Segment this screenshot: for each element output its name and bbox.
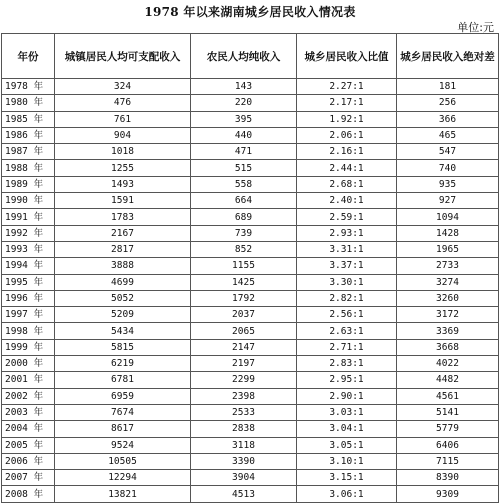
- cell-year: 1997 年: [2, 307, 55, 323]
- cell-income-ratio: 2.93:1: [297, 225, 397, 241]
- cell-urban-income: 2817: [55, 241, 191, 257]
- cell-income-gap: 3260: [397, 290, 499, 306]
- cell-income-gap: 4561: [397, 388, 499, 404]
- cell-urban-income: 2167: [55, 225, 191, 241]
- cell-income-ratio: 2.44:1: [297, 160, 397, 176]
- cell-urban-income: 1591: [55, 193, 191, 209]
- cell-income-ratio: 3.04:1: [297, 421, 397, 437]
- table-row: [2, 144, 499, 160]
- cell-year: 2004 年: [2, 421, 55, 437]
- cell-rural-income: 4513: [191, 486, 297, 502]
- table-row: [2, 372, 499, 388]
- cell-year: 2005 年: [2, 437, 55, 453]
- cell-urban-income: 761: [55, 111, 191, 127]
- table-row: [2, 356, 499, 372]
- cell-income-gap: 935: [397, 176, 499, 192]
- cell-urban-income: 5815: [55, 339, 191, 355]
- cell-year: 1986 年: [2, 127, 55, 143]
- cell-rural-income: 143: [191, 79, 297, 95]
- cell-year: 2007 年: [2, 470, 55, 486]
- cell-income-gap: 740: [397, 160, 499, 176]
- table-row: [2, 95, 499, 111]
- cell-rural-income: 2299: [191, 372, 297, 388]
- cell-rural-income: 2398: [191, 388, 297, 404]
- cell-income-gap: 3172: [397, 307, 499, 323]
- cell-rural-income: 515: [191, 160, 297, 176]
- cell-rural-income: 395: [191, 111, 297, 127]
- cell-income-gap: 5141: [397, 404, 499, 420]
- income-table: [1, 33, 499, 503]
- cell-income-ratio: 2.56:1: [297, 307, 397, 323]
- table-row: [2, 307, 499, 323]
- cell-rural-income: 3904: [191, 470, 297, 486]
- table-row: [2, 160, 499, 176]
- cell-rural-income: 1155: [191, 258, 297, 274]
- cell-income-ratio: 3.10:1: [297, 453, 397, 469]
- cell-year: 2000 年: [2, 356, 55, 372]
- cell-rural-income: 3390: [191, 453, 297, 469]
- header-income-ratio: 城乡居民收入比值: [297, 34, 397, 79]
- cell-income-gap: 1428: [397, 225, 499, 241]
- cell-year: 1991 年: [2, 209, 55, 225]
- cell-year: 1987 年: [2, 144, 55, 160]
- table-body: [2, 79, 499, 503]
- cell-income-ratio: 1.92:1: [297, 111, 397, 127]
- header-urban-income: 城镇居民人均可支配收入: [55, 34, 191, 79]
- table-row: [2, 388, 499, 404]
- cell-income-gap: 4482: [397, 372, 499, 388]
- table-row: [2, 225, 499, 241]
- cell-income-ratio: 3.06:1: [297, 486, 397, 502]
- cell-year: 2008 年: [2, 486, 55, 502]
- cell-rural-income: 2147: [191, 339, 297, 355]
- table-row: [2, 339, 499, 355]
- cell-income-ratio: 2.83:1: [297, 356, 397, 372]
- table-row: [2, 290, 499, 306]
- table-row: [2, 437, 499, 453]
- cell-urban-income: 4699: [55, 274, 191, 290]
- cell-urban-income: 476: [55, 95, 191, 111]
- cell-income-gap: 1094: [397, 209, 499, 225]
- cell-urban-income: 1018: [55, 144, 191, 160]
- cell-income-ratio: 2.27:1: [297, 79, 397, 95]
- cell-urban-income: 1493: [55, 176, 191, 192]
- table-row: [2, 79, 499, 95]
- cell-urban-income: 13821: [55, 486, 191, 502]
- cell-income-gap: 8390: [397, 470, 499, 486]
- cell-rural-income: 3118: [191, 437, 297, 453]
- cell-rural-income: 2838: [191, 421, 297, 437]
- cell-year: 1992 年: [2, 225, 55, 241]
- cell-year: 2001 年: [2, 372, 55, 388]
- cell-urban-income: 6781: [55, 372, 191, 388]
- cell-rural-income: 471: [191, 144, 297, 160]
- cell-urban-income: 10505: [55, 453, 191, 469]
- cell-urban-income: 904: [55, 127, 191, 143]
- cell-year: 1996 年: [2, 290, 55, 306]
- table-row: [2, 111, 499, 127]
- cell-year: 1995 年: [2, 274, 55, 290]
- cell-income-gap: 4022: [397, 356, 499, 372]
- cell-income-ratio: 3.03:1: [297, 404, 397, 420]
- cell-income-gap: 3274: [397, 274, 499, 290]
- cell-income-ratio: 2.17:1: [297, 95, 397, 111]
- cell-year: 2006 年: [2, 453, 55, 469]
- header-row: [2, 34, 499, 79]
- cell-income-ratio: 2.16:1: [297, 144, 397, 160]
- cell-income-ratio: 3.31:1: [297, 241, 397, 257]
- cell-rural-income: 220: [191, 95, 297, 111]
- cell-year: 1989 年: [2, 176, 55, 192]
- cell-urban-income: 8617: [55, 421, 191, 437]
- cell-income-gap: 7115: [397, 453, 499, 469]
- cell-income-ratio: 2.68:1: [297, 176, 397, 192]
- cell-urban-income: 1783: [55, 209, 191, 225]
- table-row: [2, 470, 499, 486]
- cell-income-ratio: 2.95:1: [297, 372, 397, 388]
- cell-income-ratio: 2.40:1: [297, 193, 397, 209]
- cell-rural-income: 2533: [191, 404, 297, 420]
- cell-year: 1999 年: [2, 339, 55, 355]
- cell-income-ratio: 2.71:1: [297, 339, 397, 355]
- cell-urban-income: 9524: [55, 437, 191, 453]
- cell-income-gap: 1965: [397, 241, 499, 257]
- table-row: [2, 421, 499, 437]
- cell-income-ratio: 2.82:1: [297, 290, 397, 306]
- cell-income-ratio: 3.30:1: [297, 274, 397, 290]
- cell-year: 1994 年: [2, 258, 55, 274]
- cell-urban-income: 5434: [55, 323, 191, 339]
- cell-income-ratio: 3.37:1: [297, 258, 397, 274]
- cell-rural-income: 2037: [191, 307, 297, 323]
- cell-urban-income: 5052: [55, 290, 191, 306]
- cell-year: 1988 年: [2, 160, 55, 176]
- cell-year: 1990 年: [2, 193, 55, 209]
- table-row: [2, 127, 499, 143]
- table-row: [2, 176, 499, 192]
- cell-income-gap: 465: [397, 127, 499, 143]
- cell-urban-income: 7674: [55, 404, 191, 420]
- cell-income-ratio: 3.05:1: [297, 437, 397, 453]
- cell-income-gap: 547: [397, 144, 499, 160]
- table-row: [2, 209, 499, 225]
- cell-income-gap: 366: [397, 111, 499, 127]
- cell-urban-income: 12294: [55, 470, 191, 486]
- cell-urban-income: 1255: [55, 160, 191, 176]
- cell-income-ratio: 2.63:1: [297, 323, 397, 339]
- cell-income-gap: 927: [397, 193, 499, 209]
- table-row: [2, 241, 499, 257]
- header-rural-income: 农民人均纯收入: [191, 34, 297, 79]
- cell-urban-income: 6219: [55, 356, 191, 372]
- cell-year: 1980 年: [2, 95, 55, 111]
- cell-income-ratio: 3.15:1: [297, 470, 397, 486]
- cell-income-ratio: 2.59:1: [297, 209, 397, 225]
- cell-rural-income: 689: [191, 209, 297, 225]
- cell-income-gap: 9309: [397, 486, 499, 502]
- table-row: [2, 404, 499, 420]
- cell-rural-income: 664: [191, 193, 297, 209]
- cell-rural-income: 1425: [191, 274, 297, 290]
- table-row: [2, 193, 499, 209]
- cell-income-gap: 6406: [397, 437, 499, 453]
- cell-year: 2003 年: [2, 404, 55, 420]
- table-row: [2, 486, 499, 502]
- cell-urban-income: 5209: [55, 307, 191, 323]
- header-year: 年份: [2, 34, 55, 79]
- unit-label: 单位:元: [457, 21, 494, 34]
- cell-income-gap: 256: [397, 95, 499, 111]
- cell-year: 1993 年: [2, 241, 55, 257]
- cell-income-gap: 3668: [397, 339, 499, 355]
- cell-income-gap: 3369: [397, 323, 499, 339]
- cell-rural-income: 558: [191, 176, 297, 192]
- cell-income-gap: 2733: [397, 258, 499, 274]
- table-row: [2, 258, 499, 274]
- cell-income-ratio: 2.06:1: [297, 127, 397, 143]
- header-income-gap: 城乡居民收入绝对差: [397, 34, 499, 79]
- cell-rural-income: 739: [191, 225, 297, 241]
- cell-rural-income: 1792: [191, 290, 297, 306]
- table-row: [2, 323, 499, 339]
- cell-urban-income: 3888: [55, 258, 191, 274]
- cell-rural-income: 2197: [191, 356, 297, 372]
- cell-year: 1985 年: [2, 111, 55, 127]
- cell-rural-income: 852: [191, 241, 297, 257]
- cell-year: 1998 年: [2, 323, 55, 339]
- cell-income-ratio: 2.90:1: [297, 388, 397, 404]
- table-title: 1978 年以来湖南城乡居民收入情况表: [144, 5, 356, 19]
- cell-income-gap: 181: [397, 79, 499, 95]
- cell-income-gap: 5779: [397, 421, 499, 437]
- cell-urban-income: 324: [55, 79, 191, 95]
- cell-rural-income: 440: [191, 127, 297, 143]
- table-row: [2, 453, 499, 469]
- cell-rural-income: 2065: [191, 323, 297, 339]
- table-row: [2, 274, 499, 290]
- cell-year: 2002 年: [2, 388, 55, 404]
- cell-year: 1978 年: [2, 79, 55, 95]
- cell-urban-income: 6959: [55, 388, 191, 404]
